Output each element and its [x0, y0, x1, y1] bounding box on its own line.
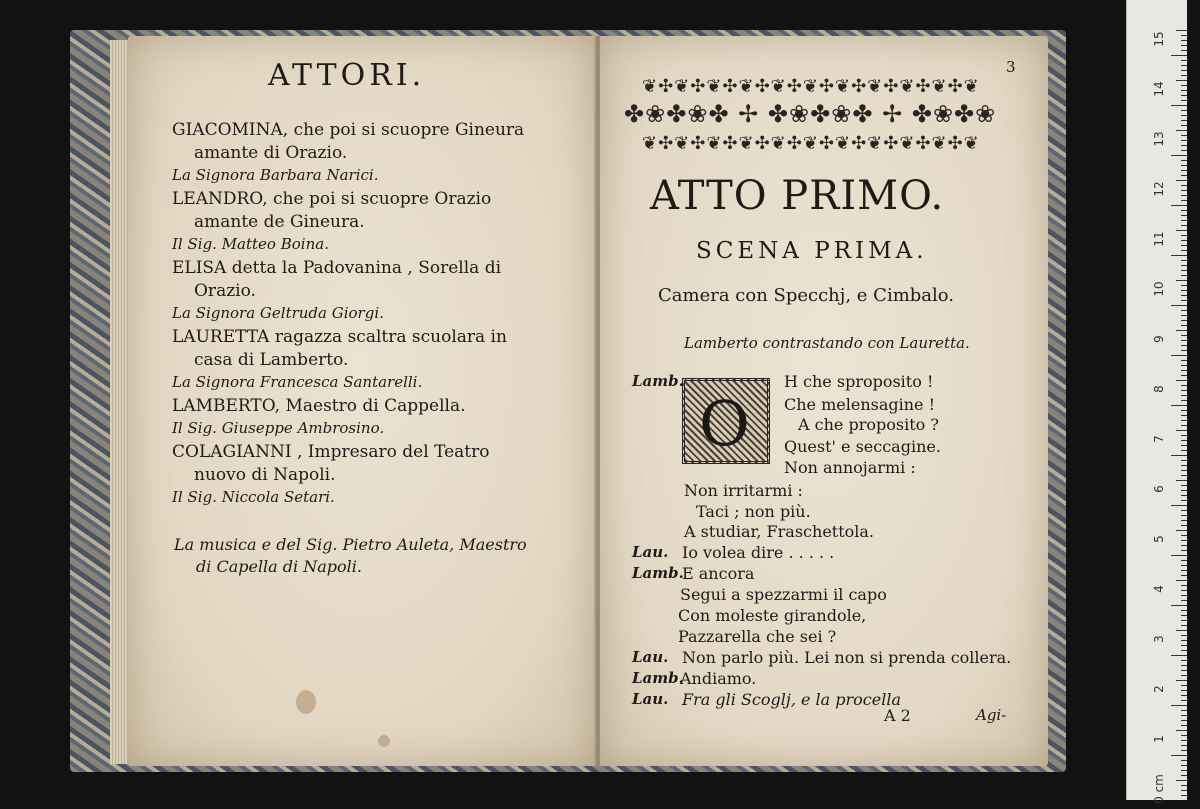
cast-performer: La Signora Barbara Narici. — [172, 166, 379, 184]
dialogue-line: Fra gli Scoglj, e la procella — [682, 690, 902, 709]
ruler-tick — [1181, 370, 1187, 371]
ruler-tick — [1181, 760, 1187, 761]
ruler-tick — [1171, 155, 1187, 156]
ruler-tick — [1171, 555, 1187, 556]
ruler-tick — [1181, 70, 1187, 71]
ornament-band-top: ❦✣❦✣❦✣❦✣❦✣❦✣❦✣❦✣❦✣❦✣❦ — [642, 76, 980, 97]
act-title: ATTO PRIMO. — [650, 173, 945, 219]
ruler-tick — [1181, 275, 1187, 276]
ruler-tick — [1181, 100, 1187, 101]
ruler-tick — [1181, 445, 1187, 446]
ruler-tick — [1181, 195, 1187, 196]
ruler-tick — [1181, 495, 1187, 496]
stain — [296, 690, 316, 714]
ornament-band-middle: ✤❀✤❀✤ ✢ ✤❀✤❀✤ ✢ ✤❀✤❀ — [624, 100, 997, 128]
ruler-number: 14 — [1152, 81, 1166, 97]
dialogue-line: Non annojarmi : — [784, 458, 916, 477]
ruler-tick — [1181, 425, 1187, 426]
cast-performer: Il Sig. Matteo Boina. — [172, 235, 329, 253]
dialogue-line: Non irritarmi : — [684, 481, 803, 500]
cast-role: ELISA detta la Padovanina , Sorella di — [172, 258, 502, 278]
ruler-tick — [1171, 455, 1187, 456]
ruler-tick — [1171, 405, 1187, 406]
ruler-tick — [1181, 545, 1187, 546]
ruler-tick — [1181, 475, 1187, 476]
ruler-tick — [1181, 120, 1187, 121]
scene-setting: Camera con Specchj, e Cimbalo. — [658, 285, 955, 306]
ruler-tick — [1181, 735, 1187, 736]
ruler-tick — [1181, 535, 1187, 536]
ruler-number: 6 — [1152, 485, 1166, 493]
ruler-tick — [1171, 755, 1187, 756]
dialogue-line: Taci ; non più. — [696, 502, 811, 521]
ruler-tick — [1181, 245, 1187, 246]
page-number: 3 — [1006, 58, 1016, 76]
cast-role: LAMBERTO, Maestro di Cappella. — [172, 396, 466, 416]
ruler-tick — [1181, 295, 1187, 296]
ruler-tick — [1181, 560, 1187, 561]
cast-role: COLAGIANNI , Impresaro del Teatro — [172, 442, 490, 462]
ruler-tick — [1181, 75, 1187, 76]
ruler-tick — [1181, 685, 1187, 686]
dialogue-line: Quest' e seccagine. — [784, 437, 941, 456]
ruler-tick — [1181, 125, 1187, 126]
ruler-tick — [1181, 600, 1187, 601]
cast-role: LEANDRO, che poi si scuopre Orazio — [172, 189, 492, 209]
ruler-tick — [1181, 565, 1187, 566]
ruler-tick — [1181, 150, 1187, 151]
ruler-tick — [1181, 395, 1187, 396]
cast-role: GIACOMINA, che poi si scuopre Gineura — [172, 120, 525, 140]
speaker-label: Lamb. — [632, 372, 684, 390]
ruler-tick — [1181, 470, 1187, 471]
ruler-tick — [1176, 630, 1187, 631]
ruler-tick — [1181, 315, 1187, 316]
dialogue-line: Con moleste girandole, — [678, 606, 867, 625]
page-edges — [110, 40, 130, 764]
ruler-tick — [1181, 640, 1187, 641]
ruler-tick — [1176, 130, 1187, 131]
cast-performer: La Signora Francesca Santarelli. — [172, 373, 423, 391]
ruler-tick — [1181, 290, 1187, 291]
initial-letter: O — [699, 387, 750, 460]
ruler-tick — [1181, 165, 1187, 166]
ruler-number: 1 — [1152, 735, 1166, 743]
ruler-tick — [1181, 650, 1187, 651]
ruler-tick — [1181, 260, 1187, 261]
ruler-tick — [1181, 95, 1187, 96]
ruler-number: 3 — [1152, 635, 1166, 643]
ruler-tick — [1181, 595, 1187, 596]
ruler-tick — [1171, 105, 1187, 106]
cast-performer: La Signora Geltruda Giorgi. — [172, 304, 384, 322]
ruler-tick — [1181, 40, 1187, 41]
scene-title: SCENA PRIMA. — [696, 238, 928, 264]
cast-performer: Il Sig. Niccola Setari. — [172, 488, 335, 506]
ruler-tick — [1181, 700, 1187, 701]
ruler-tick — [1181, 720, 1187, 721]
cast-role: LAURETTA ragazza scaltra scuolara in — [172, 327, 507, 347]
dialogue-line: A studiar, Fraschettola. — [684, 522, 875, 541]
ruler-tick — [1181, 520, 1187, 521]
speaker-label: Lau. — [632, 543, 669, 561]
ruler-tick — [1176, 180, 1187, 181]
ruler-tick — [1181, 285, 1187, 286]
ruler-tick — [1181, 645, 1187, 646]
ruler-tick — [1181, 365, 1187, 366]
dialogue-line: A che proposito ? — [798, 415, 939, 434]
ruler-tick — [1181, 745, 1187, 746]
ruler-tick — [1181, 190, 1187, 191]
ruler-tick — [1181, 675, 1187, 676]
ruler-number: 2 — [1152, 685, 1166, 693]
ruler-tick — [1181, 795, 1187, 796]
ruler-tick — [1181, 215, 1187, 216]
ruler-tick — [1181, 310, 1187, 311]
ruler-tick — [1181, 170, 1187, 171]
stage-direction: Lamberto contrastando con Lauretta. — [684, 334, 970, 352]
ruler-tick — [1181, 140, 1187, 141]
ruler-tick — [1181, 485, 1187, 486]
ruler-tick — [1181, 590, 1187, 591]
ruler-tick — [1171, 55, 1187, 56]
ornament-band-bottom: ❦✣❦✣❦✣❦✣❦✣❦✣❦✣❦✣❦✣❦✣❦ — [642, 133, 980, 154]
ruler-tick — [1181, 270, 1187, 271]
ruler-tick — [1181, 340, 1187, 341]
music-credit: La musica e del Sig. Pietro Auleta, Maestro — [174, 535, 527, 554]
dialogue-line: Segui a spezzarmi il capo — [680, 585, 887, 604]
ruler-tick — [1181, 265, 1187, 266]
speaker-label: Lau. — [632, 690, 669, 708]
music-credit-continued: di Capella di Napoli. — [196, 557, 362, 576]
ruler-number: 10 — [1152, 281, 1166, 297]
dialogue-line: Io volea dire . . . . . — [682, 543, 835, 562]
ruler-tick — [1171, 505, 1187, 506]
ruler-tick — [1181, 570, 1187, 571]
ruler-tick — [1176, 80, 1187, 81]
ruler-tick — [1181, 145, 1187, 146]
ruler-tick — [1181, 660, 1187, 661]
dialogue-line: Pazzarella che sei ? — [678, 627, 837, 646]
ruler-tick — [1181, 240, 1187, 241]
ruler-tick — [1181, 615, 1187, 616]
ruler-tick — [1176, 730, 1187, 731]
dialogue-line: E ancora — [682, 564, 755, 583]
ruler-tick — [1181, 465, 1187, 466]
ruler-tick — [1181, 220, 1187, 221]
ruler-tick — [1181, 415, 1187, 416]
ruler-tick — [1181, 390, 1187, 391]
ruler-tick — [1181, 410, 1187, 411]
ruler-tick — [1181, 300, 1187, 301]
ruler-tick — [1181, 510, 1187, 511]
ruler-tick — [1176, 480, 1187, 481]
decorated-initial — [682, 378, 770, 464]
ruler-number: 4 — [1152, 585, 1166, 593]
ruler-tick — [1181, 450, 1187, 451]
ruler-tick — [1181, 65, 1187, 66]
ruler-tick — [1181, 90, 1187, 91]
ruler-tick — [1181, 350, 1187, 351]
ruler-tick — [1181, 740, 1187, 741]
cast-role: nuovo di Napoli. — [194, 465, 336, 485]
cast-heading: ATTORI. — [268, 58, 426, 93]
ruler-tick — [1181, 35, 1187, 36]
ruler-tick — [1181, 135, 1187, 136]
ruler-tick — [1181, 500, 1187, 501]
dialogue-line: Che melensagine ! — [784, 395, 936, 414]
ruler-tick — [1181, 770, 1187, 771]
ruler-tick — [1181, 585, 1187, 586]
ruler-number: 0 cm — [1152, 774, 1166, 804]
ruler-tick — [1181, 785, 1187, 786]
catchword: Agi- — [976, 706, 1007, 724]
ruler-tick — [1171, 305, 1187, 306]
ruler-tick — [1181, 115, 1187, 116]
signature-mark: A 2 — [884, 706, 911, 725]
cast-performer: Il Sig. Giuseppe Ambrosino. — [172, 419, 385, 437]
ruler-tick — [1181, 225, 1187, 226]
dialogue-line: H che sproposito ! — [784, 372, 934, 391]
cast-role: amante di Orazio. — [194, 143, 348, 163]
ruler-tick — [1181, 665, 1187, 666]
ruler-tick — [1181, 435, 1187, 436]
ruler-tick — [1176, 30, 1187, 31]
ruler-tick — [1181, 525, 1187, 526]
ruler-tick — [1181, 385, 1187, 386]
ruler-tick — [1181, 160, 1187, 161]
cast-role: amante de Gineura. — [194, 212, 365, 232]
ruler-tick — [1181, 610, 1187, 611]
ruler-number: 7 — [1152, 435, 1166, 443]
speaker-label: Lamb. — [632, 669, 684, 687]
ruler-tick — [1181, 185, 1187, 186]
ruler-number: 8 — [1152, 385, 1166, 393]
ruler-tick — [1176, 530, 1187, 531]
ruler-tick — [1181, 575, 1187, 576]
cast-role: Orazio. — [194, 281, 256, 301]
ruler-tick — [1176, 380, 1187, 381]
ruler-tick — [1181, 50, 1187, 51]
ruler-tick — [1176, 280, 1187, 281]
ruler-tick — [1181, 375, 1187, 376]
ruler-number: 9 — [1152, 335, 1166, 343]
ruler-tick — [1181, 60, 1187, 61]
ruler-tick — [1181, 540, 1187, 541]
ruler-tick — [1181, 750, 1187, 751]
ruler-tick — [1181, 110, 1187, 111]
ruler-tick — [1181, 360, 1187, 361]
measurement-ruler — [1126, 0, 1187, 804]
ruler-tick — [1181, 695, 1187, 696]
ruler-tick — [1181, 45, 1187, 46]
ruler-tick — [1181, 345, 1187, 346]
ruler-number: 11 — [1152, 231, 1166, 247]
ruler-tick — [1181, 420, 1187, 421]
dialogue-line: Andiamo. — [680, 669, 757, 688]
ruler-tick — [1181, 710, 1187, 711]
ruler-tick — [1181, 715, 1187, 716]
ruler-tick — [1171, 655, 1187, 656]
ruler-tick — [1181, 85, 1187, 86]
ruler-tick — [1176, 230, 1187, 231]
ruler-tick — [1171, 705, 1187, 706]
stain — [378, 735, 390, 747]
ruler-number: 5 — [1152, 535, 1166, 543]
ruler-tick — [1171, 355, 1187, 356]
ruler-tick — [1181, 515, 1187, 516]
ruler-tick — [1181, 725, 1187, 726]
speaker-label: Lau. — [632, 648, 669, 666]
ruler-number: 12 — [1152, 181, 1166, 197]
ruler-tick — [1181, 250, 1187, 251]
ruler-tick — [1181, 175, 1187, 176]
ruler-tick — [1181, 325, 1187, 326]
ruler-tick — [1181, 625, 1187, 626]
speaker-label: Lamb. — [632, 564, 684, 582]
ruler-tick — [1181, 200, 1187, 201]
ruler-tick — [1181, 690, 1187, 691]
ruler-tick — [1181, 320, 1187, 321]
ruler-tick — [1176, 330, 1187, 331]
dialogue-line: Non parlo più. Lei non si prenda collera. — [682, 648, 1012, 667]
ruler-tick — [1181, 460, 1187, 461]
ruler-tick — [1181, 775, 1187, 776]
ruler-tick — [1181, 335, 1187, 336]
ruler-tick — [1176, 780, 1187, 781]
ruler-tick — [1181, 400, 1187, 401]
ruler-tick — [1176, 580, 1187, 581]
ruler-tick — [1181, 550, 1187, 551]
ruler-tick — [1181, 235, 1187, 236]
ruler-tick — [1171, 205, 1187, 206]
ruler-number: 13 — [1152, 131, 1166, 147]
ruler-tick — [1171, 255, 1187, 256]
ruler-tick — [1171, 605, 1187, 606]
ruler-tick — [1181, 620, 1187, 621]
ruler-tick — [1181, 210, 1187, 211]
ruler-tick — [1181, 635, 1187, 636]
ruler-tick — [1176, 680, 1187, 681]
ruler-tick — [1176, 430, 1187, 431]
ruler-tick — [1181, 490, 1187, 491]
ruler-tick — [1181, 765, 1187, 766]
ruler-tick — [1181, 670, 1187, 671]
ruler-tick — [1181, 790, 1187, 791]
ruler-number: 15 — [1152, 31, 1166, 47]
cast-role: casa di Lamberto. — [194, 350, 349, 370]
ruler-tick — [1181, 440, 1187, 441]
